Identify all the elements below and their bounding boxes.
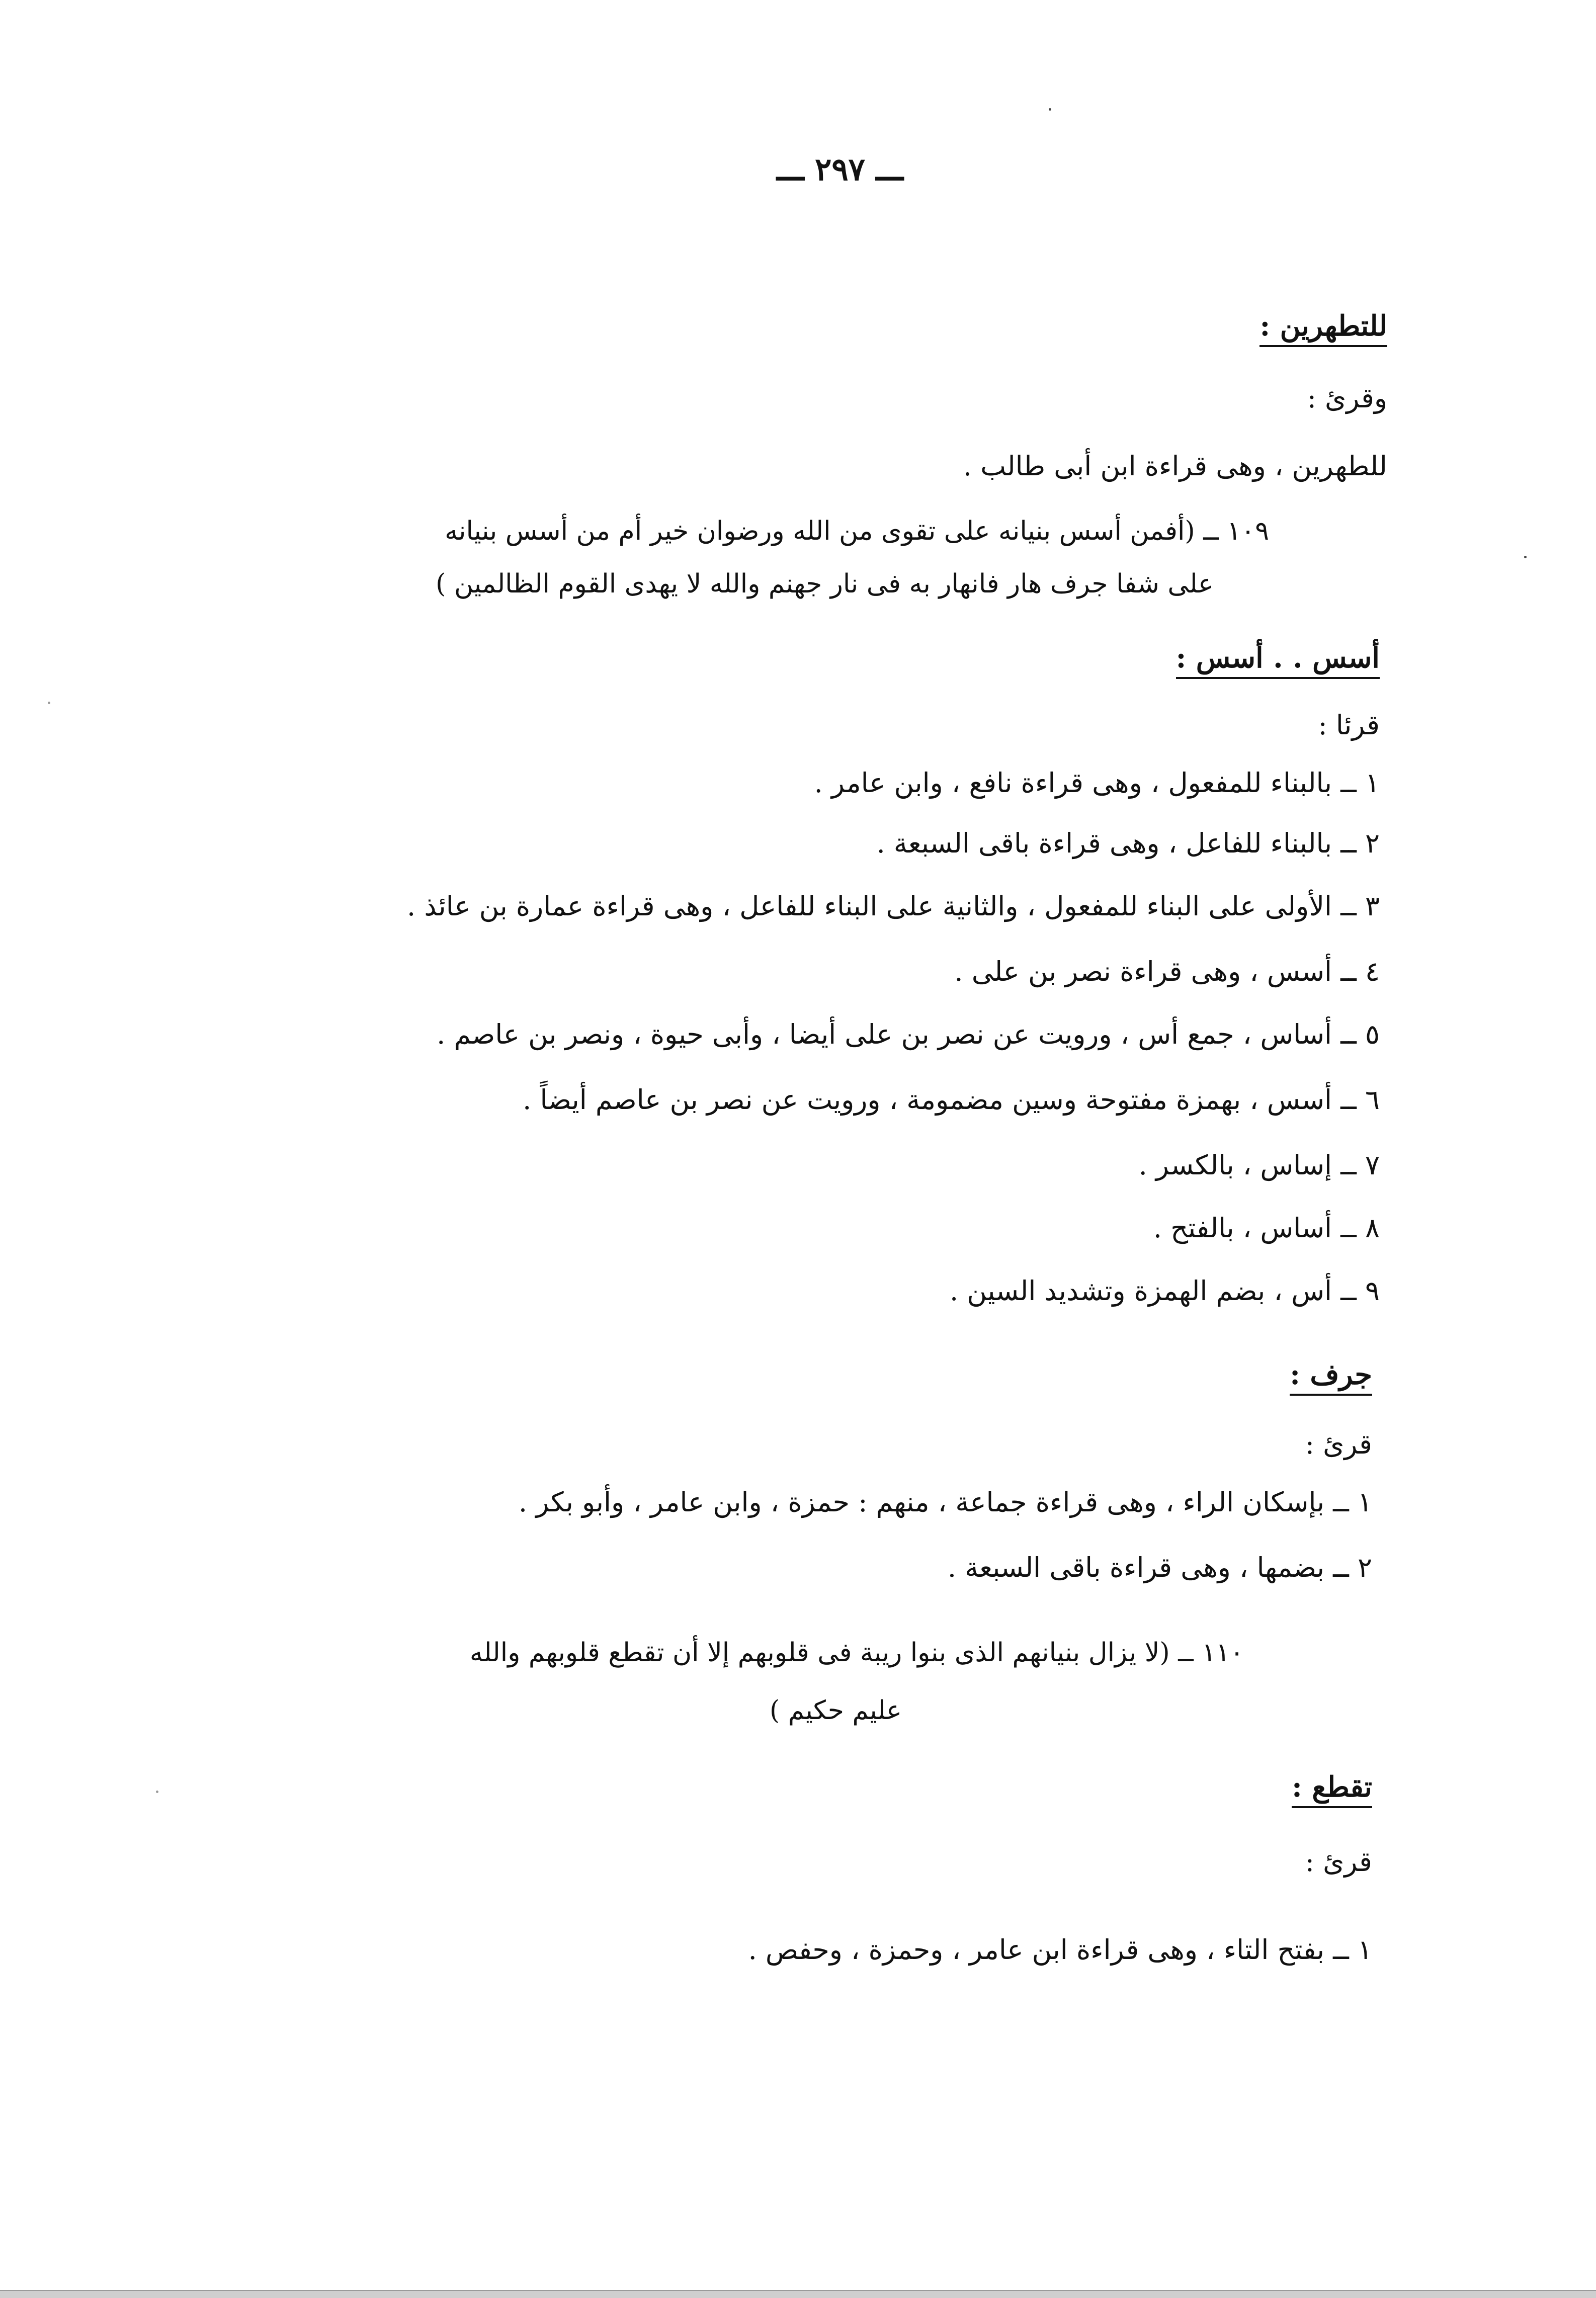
list-item-2: ٢ ــ بالبناء للفاعل ، وهى قراءة باقى السبعة . (876, 827, 1380, 859)
jurf-item-2: ٢ ــ بضمها ، وهى قراءة باقى السبعة . (947, 1552, 1372, 1583)
line-qurria-2: قرئ : (1305, 1428, 1372, 1460)
list-item-7: ٧ ــ إساس ، بالكسر . (1138, 1149, 1380, 1181)
heading-jurf: جرف : (1290, 1360, 1372, 1396)
list-item-3: ٣ ــ الأولى على البناء للمفعول ، والثانية على البناء للفاعل ، وهى قراءة عمارة بن عائذ . (407, 890, 1380, 922)
heading-lilmutatahhirin: للتطهرين : (1259, 312, 1387, 347)
jurf-item-1: ١ ــ بإسكان الراء ، وهى قراءة جماعة ، منهم : حمزة ، وابن عامر ، وأبو بكر . (518, 1486, 1372, 1518)
line-qurria-3: قرئ : (1305, 1846, 1372, 1878)
scan-speck (48, 702, 50, 704)
list-item-6: ٦ ــ أسس ، بهمزة مفتوحة وسين مضمومة ، ورويت عن نصر بن عاصم أيضاً . (523, 1084, 1380, 1116)
scan-speck (156, 1791, 158, 1793)
heading-assas: أسس . . أسس : (1176, 644, 1380, 679)
scan-speck (1524, 556, 1527, 558)
verse-110-line-1: ١١٠ ــ (لا يزال بنيانهم الذى بنوا ريبة فى قلوبهم إلا أن تقطع قلوبهم والله (469, 1638, 1244, 1668)
page-number: ـــ ٢٩٧ ـــ (776, 151, 904, 188)
verse-110-line-2: عليم حكيم ) (769, 1695, 902, 1726)
list-item-9: ٩ ــ أس ، بضم الهمزة وتشديد السين . (950, 1275, 1380, 1307)
verse-109-line-1: ١٠٩ ــ (أفمن أسس بنيانه على تقوى من الله ورضوان خير أم من أسس بنيانه (445, 516, 1269, 546)
list-item-8: ٨ ــ أساس ، بالفتح . (1153, 1212, 1380, 1244)
scan-speck (1049, 108, 1051, 111)
list-item-5: ٥ ــ أساس ، جمع أس ، ورويت عن نصر بن على أيضا ، وأبى حيوة ، ونصر بن عاصم . (437, 1018, 1380, 1050)
line-reading-ibn-abi-talib: للطهرين ، وهى قراءة ابن أبى طالب . (963, 450, 1387, 482)
tuqatta-item-1: ١ ــ بفتح التاء ، وهى قراءة ابن عامر ، وحمزة ، وحفص . (748, 1934, 1372, 1966)
list-item-4: ٤ ــ أسس ، وهى قراءة نصر بن على . (954, 956, 1380, 987)
verse-109-line-2: على شفا جرف هار فانهار به فى نار جهنم والله لا يهدى القوم الظالمين ) (436, 569, 1214, 599)
heading-tuqatta: تقطع : (1292, 1773, 1372, 1808)
line-quria: قرئا : (1318, 709, 1380, 741)
list-item-1: ١ ــ بالبناء للمفعول ، وهى قراءة نافع ، وابن عامر . (814, 767, 1380, 799)
line-qurria-1: وقرئ : (1307, 382, 1387, 414)
